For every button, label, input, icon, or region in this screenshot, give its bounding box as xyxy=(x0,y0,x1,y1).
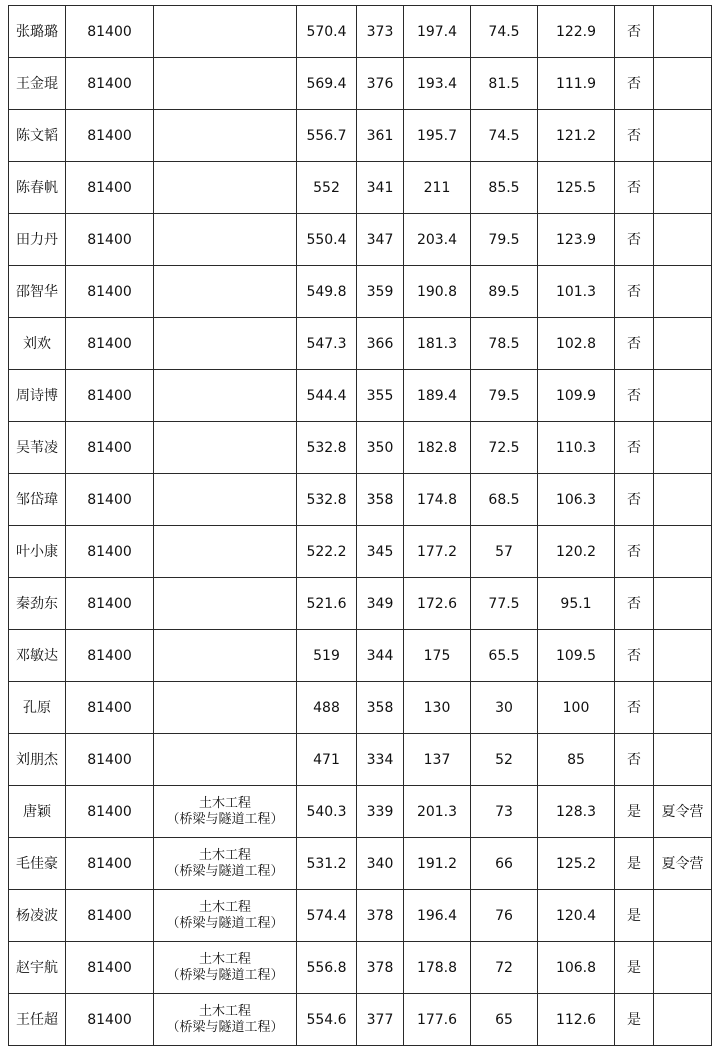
written-score-cell: 109.9 xyxy=(538,370,615,422)
total-score-cell: 554.6 xyxy=(297,994,357,1046)
remark-cell xyxy=(654,734,712,786)
student-name-cell: 邹岱瑋 xyxy=(9,474,66,526)
table-row xyxy=(9,266,712,318)
major-name-cell xyxy=(154,214,297,266)
preliminary-score-cell: 366 xyxy=(357,318,404,370)
total-score-cell: 488 xyxy=(297,682,357,734)
interview-score-cell: 74.5 xyxy=(471,6,538,58)
preliminary-score-cell: 350 xyxy=(357,422,404,474)
major-code-cell: 81400 xyxy=(66,266,154,318)
written-score-cell: 111.9 xyxy=(538,58,615,110)
major-name-line: 土木工程 xyxy=(198,795,251,811)
total-score-cell: 521.6 xyxy=(297,578,357,630)
remark-cell xyxy=(654,630,712,682)
admission-flag-cell: 否 xyxy=(615,630,654,682)
major-code-cell: 81400 xyxy=(66,630,154,682)
remark-cell xyxy=(654,110,712,162)
major-name-line: 土木工程 xyxy=(198,951,251,967)
student-name-cell: 赵宇航 xyxy=(9,942,66,994)
remark-cell xyxy=(654,162,712,214)
total-score-cell: 547.3 xyxy=(297,318,357,370)
admission-flag-cell: 否 xyxy=(615,370,654,422)
major-code-cell: 81400 xyxy=(66,578,154,630)
major-name-cell xyxy=(154,786,297,838)
admission-flag-cell: 否 xyxy=(615,474,654,526)
written-score-cell: 120.2 xyxy=(538,526,615,578)
major-code-cell: 81400 xyxy=(66,6,154,58)
remark-cell xyxy=(654,474,712,526)
retest-score-cell: 201.3 xyxy=(404,786,471,838)
admission-flag-cell: 是 xyxy=(615,838,654,890)
admission-flag-cell: 否 xyxy=(615,734,654,786)
major-name-cell xyxy=(154,578,297,630)
major-direction-line: （桥梁与隧道工程） xyxy=(166,811,284,827)
written-score-cell: 121.2 xyxy=(538,110,615,162)
major-name-cell xyxy=(154,110,297,162)
retest-score-cell: 197.4 xyxy=(404,6,471,58)
written-score-cell: 112.6 xyxy=(538,994,615,1046)
total-score-cell: 549.8 xyxy=(297,266,357,318)
major-direction-line: （桥梁与隧道工程） xyxy=(166,863,284,879)
written-score-cell: 85 xyxy=(538,734,615,786)
written-score-cell: 101.3 xyxy=(538,266,615,318)
written-score-cell: 106.3 xyxy=(538,474,615,526)
retest-score-cell: 181.3 xyxy=(404,318,471,370)
major-name-cell xyxy=(154,266,297,318)
table-row xyxy=(9,58,712,110)
major-name-cell xyxy=(154,682,297,734)
preliminary-score-cell: 377 xyxy=(357,994,404,1046)
score-table xyxy=(8,5,712,1046)
preliminary-score-cell: 378 xyxy=(357,942,404,994)
retest-score-cell: 172.6 xyxy=(404,578,471,630)
table-row xyxy=(9,6,712,58)
admission-flag-cell: 否 xyxy=(615,422,654,474)
preliminary-score-cell: 355 xyxy=(357,370,404,422)
preliminary-score-cell: 344 xyxy=(357,630,404,682)
preliminary-score-cell: 361 xyxy=(357,110,404,162)
major-code-cell: 81400 xyxy=(66,890,154,942)
total-score-cell: 544.4 xyxy=(297,370,357,422)
retest-score-cell: 177.2 xyxy=(404,526,471,578)
retest-score-cell: 130 xyxy=(404,682,471,734)
total-score-cell: 569.4 xyxy=(297,58,357,110)
total-score-cell: 532.8 xyxy=(297,474,357,526)
total-score-cell: 532.8 xyxy=(297,422,357,474)
student-name-cell: 孔原 xyxy=(9,682,66,734)
major-name-cell xyxy=(154,630,297,682)
remark-cell xyxy=(654,422,712,474)
major-code-cell: 81400 xyxy=(66,682,154,734)
admission-flag-cell: 否 xyxy=(615,58,654,110)
retest-score-cell: 190.8 xyxy=(404,266,471,318)
written-score-cell: 122.9 xyxy=(538,6,615,58)
admission-flag-cell: 否 xyxy=(615,214,654,266)
interview-score-cell: 79.5 xyxy=(471,214,538,266)
admission-flag-cell: 是 xyxy=(615,786,654,838)
retest-score-cell: 189.4 xyxy=(404,370,471,422)
student-name-cell: 田力丹 xyxy=(9,214,66,266)
major-code-cell: 81400 xyxy=(66,838,154,890)
table-row xyxy=(9,734,712,786)
table-row xyxy=(9,526,712,578)
interview-score-cell: 89.5 xyxy=(471,266,538,318)
major-name-cell xyxy=(154,838,297,890)
preliminary-score-cell: 358 xyxy=(357,474,404,526)
interview-score-cell: 52 xyxy=(471,734,538,786)
retest-score-cell: 191.2 xyxy=(404,838,471,890)
total-score-cell: 540.3 xyxy=(297,786,357,838)
major-name-cell xyxy=(154,734,297,786)
table-body xyxy=(9,6,712,1046)
major-code-cell: 81400 xyxy=(66,370,154,422)
remark-cell xyxy=(654,994,712,1046)
preliminary-score-cell: 349 xyxy=(357,578,404,630)
interview-score-cell: 73 xyxy=(471,786,538,838)
interview-score-cell: 81.5 xyxy=(471,58,538,110)
written-score-cell: 120.4 xyxy=(538,890,615,942)
total-score-cell: 570.4 xyxy=(297,6,357,58)
total-score-cell: 556.7 xyxy=(297,110,357,162)
major-code-cell: 81400 xyxy=(66,422,154,474)
major-name-cell xyxy=(154,526,297,578)
table-row xyxy=(9,110,712,162)
preliminary-score-cell: 358 xyxy=(357,682,404,734)
student-name-cell: 陈春帆 xyxy=(9,162,66,214)
written-score-cell: 110.3 xyxy=(538,422,615,474)
interview-score-cell: 65 xyxy=(471,994,538,1046)
major-name-cell xyxy=(154,474,297,526)
major-code-cell: 81400 xyxy=(66,474,154,526)
retest-score-cell: 137 xyxy=(404,734,471,786)
admission-flag-cell: 否 xyxy=(615,6,654,58)
interview-score-cell: 68.5 xyxy=(471,474,538,526)
major-code-cell: 81400 xyxy=(66,110,154,162)
table-row xyxy=(9,838,712,890)
student-name-cell: 刘欢 xyxy=(9,318,66,370)
student-name-cell: 张璐璐 xyxy=(9,6,66,58)
retest-score-cell: 211 xyxy=(404,162,471,214)
student-name-cell: 吴苇凌 xyxy=(9,422,66,474)
table-row xyxy=(9,890,712,942)
major-code-cell: 81400 xyxy=(66,942,154,994)
total-score-cell: 522.2 xyxy=(297,526,357,578)
student-name-cell: 周诗博 xyxy=(9,370,66,422)
major-code-cell: 81400 xyxy=(66,162,154,214)
total-score-cell: 550.4 xyxy=(297,214,357,266)
preliminary-score-cell: 347 xyxy=(357,214,404,266)
admission-flag-cell: 否 xyxy=(615,110,654,162)
retest-score-cell: 175 xyxy=(404,630,471,682)
remark-cell xyxy=(654,526,712,578)
interview-score-cell: 78.5 xyxy=(471,318,538,370)
table-row xyxy=(9,682,712,734)
student-name-cell: 毛佳豪 xyxy=(9,838,66,890)
table-row xyxy=(9,318,712,370)
student-name-cell: 唐颖 xyxy=(9,786,66,838)
interview-score-cell: 65.5 xyxy=(471,630,538,682)
major-name-line: 土木工程 xyxy=(198,1003,251,1019)
written-score-cell: 125.2 xyxy=(538,838,615,890)
retest-score-cell: 193.4 xyxy=(404,58,471,110)
written-score-cell: 128.3 xyxy=(538,786,615,838)
total-score-cell: 556.8 xyxy=(297,942,357,994)
student-name-cell: 王任超 xyxy=(9,994,66,1046)
interview-score-cell: 85.5 xyxy=(471,162,538,214)
student-name-cell: 邓敏达 xyxy=(9,630,66,682)
interview-score-cell: 72 xyxy=(471,942,538,994)
student-name-cell: 刘朋杰 xyxy=(9,734,66,786)
remark-cell: 夏令营 xyxy=(654,838,712,890)
table-row xyxy=(9,214,712,266)
major-direction-line: （桥梁与隧道工程） xyxy=(166,1019,284,1035)
written-score-cell: 95.1 xyxy=(538,578,615,630)
written-score-cell: 102.8 xyxy=(538,318,615,370)
remark-cell xyxy=(654,6,712,58)
preliminary-score-cell: 373 xyxy=(357,6,404,58)
admission-flag-cell: 否 xyxy=(615,162,654,214)
major-name-cell xyxy=(154,942,297,994)
retest-score-cell: 203.4 xyxy=(404,214,471,266)
table-row xyxy=(9,942,712,994)
admission-flag-cell: 是 xyxy=(615,994,654,1046)
interview-score-cell: 30 xyxy=(471,682,538,734)
admission-flag-cell: 否 xyxy=(615,578,654,630)
student-name-cell: 杨凌波 xyxy=(9,890,66,942)
remark-cell xyxy=(654,58,712,110)
major-code-cell: 81400 xyxy=(66,734,154,786)
admission-flag-cell: 是 xyxy=(615,890,654,942)
student-name-cell: 叶小康 xyxy=(9,526,66,578)
admission-flag-cell: 否 xyxy=(615,318,654,370)
total-score-cell: 574.4 xyxy=(297,890,357,942)
remark-cell xyxy=(654,370,712,422)
interview-score-cell: 76 xyxy=(471,890,538,942)
written-score-cell: 100 xyxy=(538,682,615,734)
written-score-cell: 106.8 xyxy=(538,942,615,994)
major-code-cell: 81400 xyxy=(66,58,154,110)
retest-score-cell: 182.8 xyxy=(404,422,471,474)
interview-score-cell: 72.5 xyxy=(471,422,538,474)
interview-score-cell: 57 xyxy=(471,526,538,578)
preliminary-score-cell: 339 xyxy=(357,786,404,838)
preliminary-score-cell: 359 xyxy=(357,266,404,318)
total-score-cell: 471 xyxy=(297,734,357,786)
major-name-cell xyxy=(154,370,297,422)
retest-score-cell: 196.4 xyxy=(404,890,471,942)
interview-score-cell: 77.5 xyxy=(471,578,538,630)
major-name-cell xyxy=(154,994,297,1046)
student-name-cell: 邵智华 xyxy=(9,266,66,318)
admission-flag-cell: 否 xyxy=(615,266,654,318)
written-score-cell: 109.5 xyxy=(538,630,615,682)
student-name-cell: 秦劲东 xyxy=(9,578,66,630)
preliminary-score-cell: 345 xyxy=(357,526,404,578)
table-row xyxy=(9,162,712,214)
preliminary-score-cell: 334 xyxy=(357,734,404,786)
student-name-cell: 王金琨 xyxy=(9,58,66,110)
preliminary-score-cell: 376 xyxy=(357,58,404,110)
remark-cell xyxy=(654,266,712,318)
total-score-cell: 519 xyxy=(297,630,357,682)
retest-score-cell: 178.8 xyxy=(404,942,471,994)
major-name-cell xyxy=(154,6,297,58)
table-row xyxy=(9,630,712,682)
major-name-cell xyxy=(154,162,297,214)
major-name-cell xyxy=(154,422,297,474)
interview-score-cell: 79.5 xyxy=(471,370,538,422)
remark-cell xyxy=(654,942,712,994)
major-direction-line: （桥梁与隧道工程） xyxy=(166,967,284,983)
total-score-cell: 552 xyxy=(297,162,357,214)
remark-cell xyxy=(654,318,712,370)
table-row xyxy=(9,474,712,526)
retest-score-cell: 195.7 xyxy=(404,110,471,162)
preliminary-score-cell: 340 xyxy=(357,838,404,890)
major-name-cell xyxy=(154,890,297,942)
major-code-cell: 81400 xyxy=(66,318,154,370)
major-name-cell xyxy=(154,318,297,370)
remark-cell xyxy=(654,890,712,942)
table-row xyxy=(9,786,712,838)
written-score-cell: 125.5 xyxy=(538,162,615,214)
total-score-cell: 531.2 xyxy=(297,838,357,890)
written-score-cell: 123.9 xyxy=(538,214,615,266)
table-row xyxy=(9,578,712,630)
retest-score-cell: 174.8 xyxy=(404,474,471,526)
major-code-cell: 81400 xyxy=(66,994,154,1046)
major-code-cell: 81400 xyxy=(66,786,154,838)
student-name-cell: 陈文韬 xyxy=(9,110,66,162)
remark-cell: 夏令营 xyxy=(654,786,712,838)
preliminary-score-cell: 378 xyxy=(357,890,404,942)
major-direction-line: （桥梁与隧道工程） xyxy=(166,915,284,931)
major-code-cell: 81400 xyxy=(66,526,154,578)
interview-score-cell: 66 xyxy=(471,838,538,890)
table-row xyxy=(9,370,712,422)
major-name-line: 土木工程 xyxy=(198,899,251,915)
remark-cell xyxy=(654,682,712,734)
remark-cell xyxy=(654,214,712,266)
major-name-line: 土木工程 xyxy=(198,847,251,863)
table-row xyxy=(9,422,712,474)
table-row xyxy=(9,994,712,1046)
major-name-cell xyxy=(154,58,297,110)
preliminary-score-cell: 341 xyxy=(357,162,404,214)
admission-flag-cell: 是 xyxy=(615,942,654,994)
major-code-cell: 81400 xyxy=(66,214,154,266)
admission-flag-cell: 否 xyxy=(615,526,654,578)
admission-flag-cell: 否 xyxy=(615,682,654,734)
interview-score-cell: 74.5 xyxy=(471,110,538,162)
retest-score-cell: 177.6 xyxy=(404,994,471,1046)
remark-cell xyxy=(654,578,712,630)
